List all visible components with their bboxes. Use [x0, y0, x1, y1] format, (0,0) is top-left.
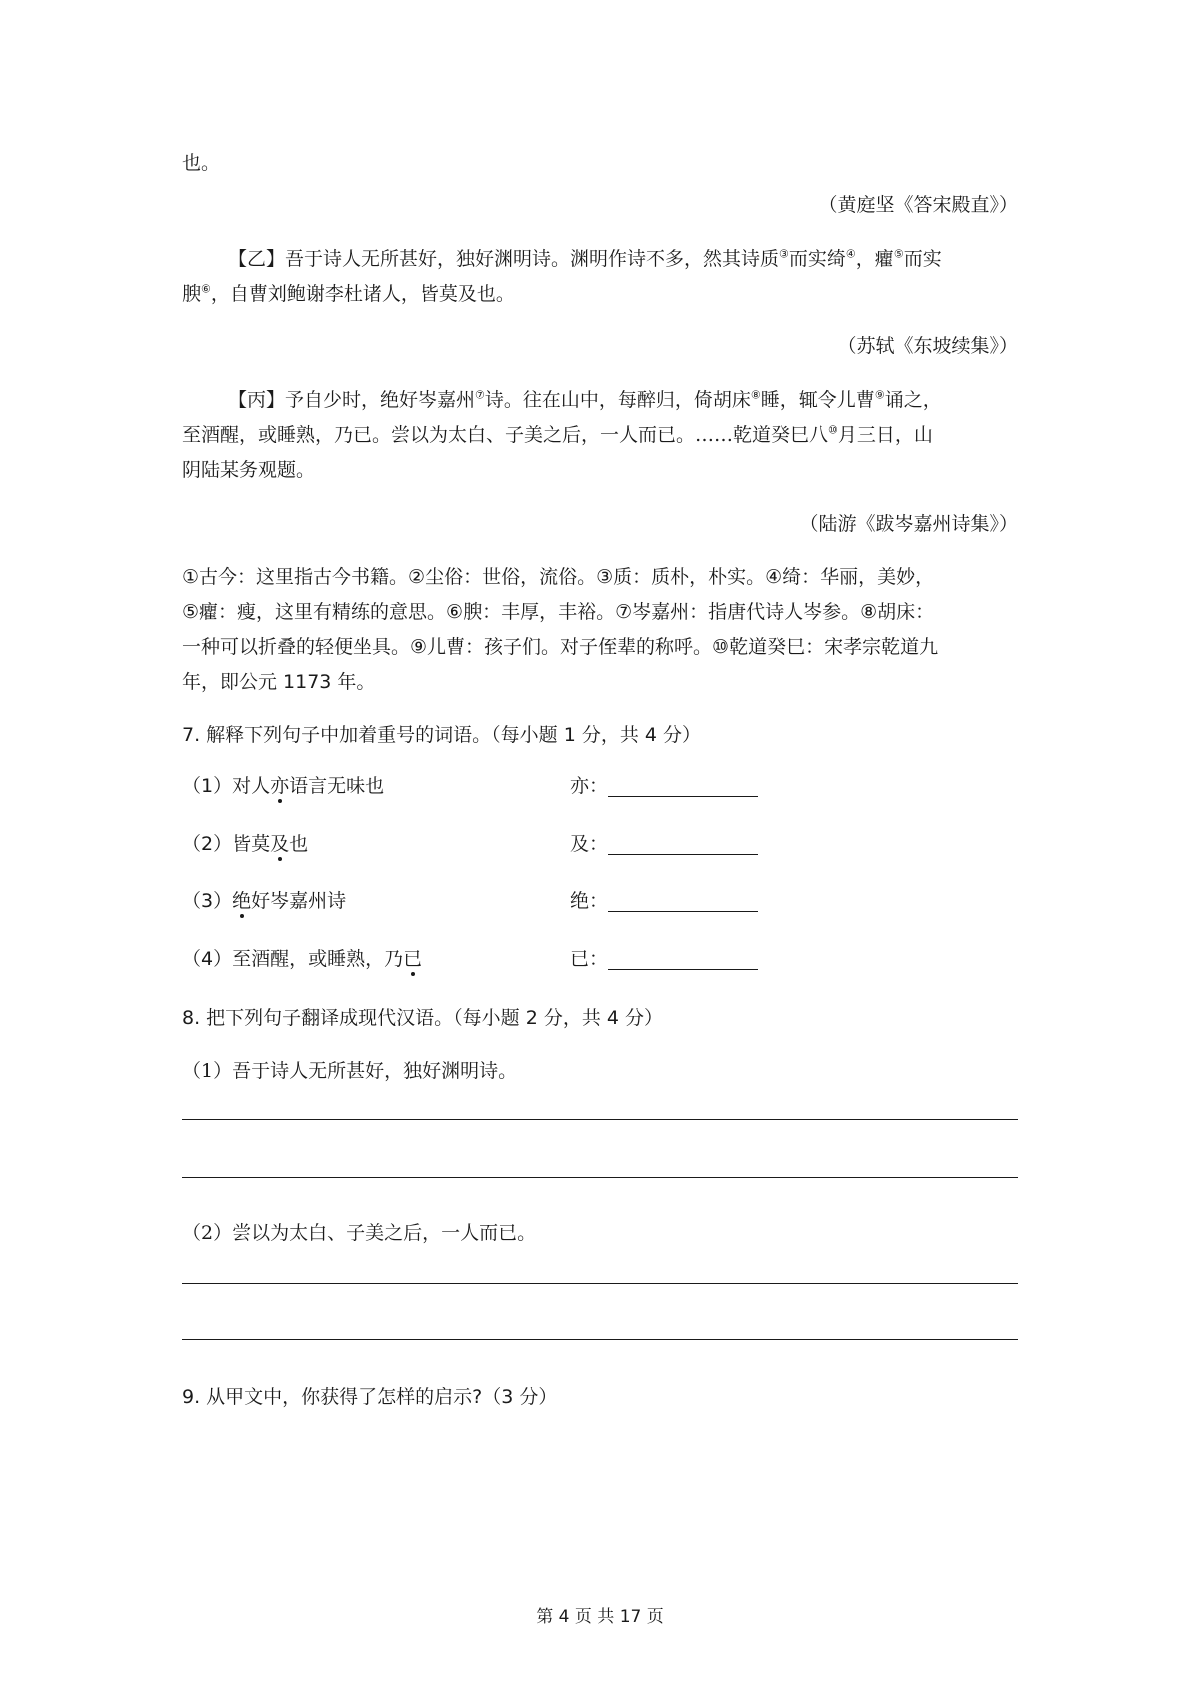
q7-item-3-label: 绝： [570, 890, 609, 912]
q7-item-2: （2）皆莫及也 [182, 833, 309, 855]
emphasis-dot-word: 及 [270, 833, 290, 855]
passage-b-line-2: 腴⑥，自曹刘鲍谢李杜诸人，皆莫及也。 [182, 282, 515, 305]
q7-item-4: （4）至酒醒，或睡熟，乃已 [182, 948, 423, 970]
footnote-ref: ③ [779, 247, 789, 261]
passage-c-line-2: 至酒醒，或睡熟，乃已。尝以为太白、子美之后，一人而已。……乾道癸巳八⑩月三日，山 [182, 423, 933, 446]
q7-answer-4-blank[interactable] [608, 969, 758, 970]
q7-answer-1-blank[interactable] [608, 796, 758, 797]
passage-a-source: （黄庭坚《答宋殿直》） [818, 194, 1018, 216]
footnote-ref: ⑩ [828, 423, 838, 437]
footnote-ref: ⑥ [201, 282, 211, 296]
q7-item-4-label: 已： [570, 948, 609, 970]
passage-b-label: 【乙】 [228, 248, 286, 270]
footnote-ref: ⑧ [750, 388, 761, 402]
notes-line-1: ①古今：这里指古今书籍。②尘俗：世俗，流俗。③质：质朴，朴实。④绮：华丽，美妙， [182, 566, 935, 588]
q7-item-1-label: 亦： [570, 775, 609, 797]
emphasis-dot-word: 亦 [270, 775, 290, 797]
notes-line-4: 年，即公元 1173 年。 [182, 671, 376, 693]
page-footer: 第 4 页 共 17 页 [536, 1607, 664, 1627]
q8-title: 8. 把下列句子翻译成现代汉语。（每小题 2 分，共 4 分） [182, 1007, 664, 1029]
q7-title: 7. 解释下列句子中加着重号的词语。（每小题 1 分，共 4 分） [182, 724, 702, 746]
q8-answer-2-line-2[interactable] [182, 1339, 1018, 1340]
q8-item-2: （2）尝以为太白、子美之后，一人而已。 [182, 1222, 537, 1244]
passage-c-label: 【丙】 [228, 389, 286, 411]
q7-item-1: （1）对人亦语言无味也 [182, 775, 385, 797]
passage-c-source: （陆游《跋岑嘉州诗集》） [799, 513, 1018, 535]
q7-item-3: （3）绝好岑嘉州诗 [182, 890, 347, 912]
q8-answer-1-line-2[interactable] [182, 1177, 1018, 1178]
emphasis-dot-word: 绝 [232, 890, 252, 912]
notes-line-2: ⑤癯：瘦，这里有精练的意思。⑥腴：丰厚，丰裕。⑦岑嘉州：指唐代诗人岑参。⑧胡床： [182, 601, 935, 623]
passage-c-line-3: 阴陆某务观题。 [182, 459, 316, 481]
footnote-ref: ⑦ [475, 388, 485, 402]
emphasis-dot-word: 已 [403, 948, 423, 970]
q7-item-2-label: 及： [570, 833, 609, 855]
passage-c-line-1: 【丙】予自少时，绝好岑嘉州⑦诗。往在山中，每醉归，倚胡床⑧睡，辄令儿曹⑨诵之， [228, 388, 942, 411]
q8-item-1: （1）吾于诗人无所甚好，独好渊明诗。 [182, 1060, 518, 1082]
passage-b-source: （苏轼《东坡续集》） [837, 335, 1018, 357]
footnote-ref: ④ [845, 247, 856, 261]
q8-answer-2-line-1[interactable] [182, 1283, 1018, 1284]
q9-title: 9. 从甲文中，你获得了怎样的启示?（3 分） [182, 1386, 558, 1408]
q7-answer-2-blank[interactable] [608, 854, 758, 855]
notes-line-3: 一种可以折叠的轻便坐具。⑨儿曹：孩子们。对子侄辈的称呼。⑩乾道癸巳：宋孝宗乾道九 [182, 636, 939, 658]
passage-b-line-1: 【乙】吾于诗人无所甚好，独好渊明诗。渊明作诗不多，然其诗质③而实绮④，癯⑤而实 [228, 247, 942, 270]
passage-a-tail: 也。 [182, 152, 221, 174]
footnote-ref: ⑤ [893, 247, 904, 261]
q8-answer-1-line-1[interactable] [182, 1119, 1018, 1120]
q7-answer-3-blank[interactable] [608, 911, 758, 912]
footnote-ref: ⑨ [874, 388, 885, 402]
